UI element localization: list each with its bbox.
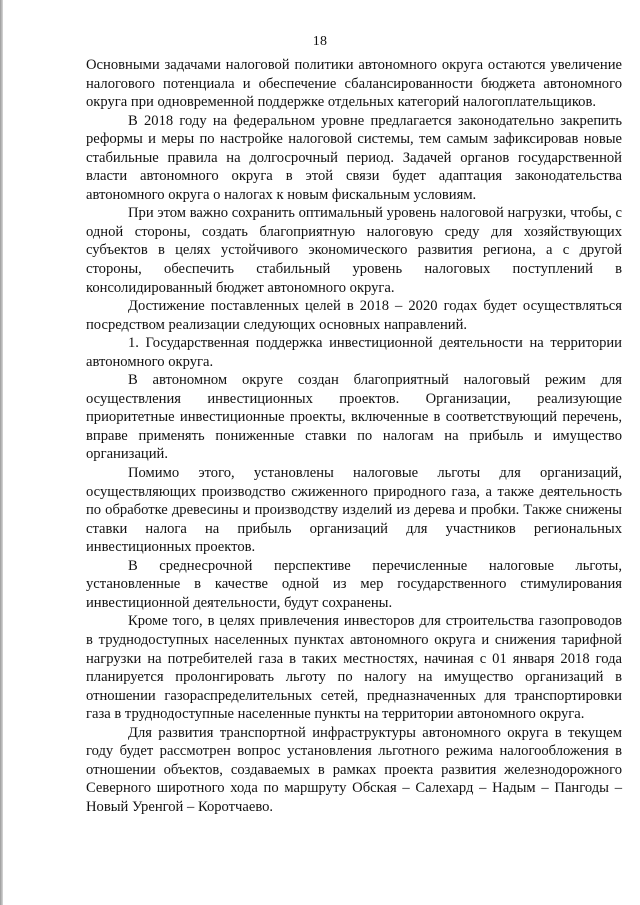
document-body	[86, 56, 622, 816]
section-heading-1: 1. Государственная поддержка инвестиционной деятельности на территории автономного округа.	[86, 335, 622, 370]
paragraph-6: В автономном округе создан благоприятный налоговый режим для осуществления инвестиционных проектов. Организации, реализующие приоритетные инвестиционные проекты, включенные в соответствующий перечень, вправе применять пониженные ставки по налогам на прибыль и имущество организаций.	[86, 372, 622, 463]
page-binding-edge	[0, 0, 3, 905]
paragraph-4: Достижение поставленных целей в 2018 – 2020 годах будет осуществляться посредством реализации следующих основных направлений.	[86, 298, 622, 333]
paragraph-9: Кроме того, в целях привлечения инвесторов для строительства газопроводов в труднодоступных населенных пунктах автономного округа и снижения тарифной нагрузки на потребителей газа в таких местностях, начиная с 01 января 2018 года планируется пролонгировать льготу по налогу на имущество организаций в отношении газораспределительных сетей, предназначенных для транспортировки газа в труднодоступные населенные пункты на территории автономного округа.	[86, 613, 622, 723]
paragraph-1: Основными задачами налоговой политики автономного округа остаются увеличение налогового потенциала и обеспечение сбалансированности бюджета автономного округа при одновременной поддержке отдельных категорий налогоплательщиков.	[86, 57, 622, 111]
paragraph-10: Для развития транспортной инфраструктуры автономного округа в текущем году будет рассмотрен вопрос установления льготного режима налогообложения в отношении объектов, создаваемых в рамках проекта развития железнодорожного Северного широтного хода по маршруту Обская – Салехард – Надым – Пангоды – Новый Уренгой – Коротчаево.	[86, 724, 622, 815]
paragraph-7: Помимо этого, установлены налоговые льготы для организаций, осуществляющих производство сжиженного природного газа, а также деятельность по обработке древесины и производству изделий из дерева и пробки. Также снижены ставки налога на прибыль организаций для участников региональных инвестиционных проектов.	[86, 465, 622, 556]
paragraph-3: При этом важно сохранить оптимальный уровень налоговой нагрузки, чтобы, с одной стороны, создать благоприятную налоговую среду для хозяйствующих субъектов в целях устойчивого экономического развития региона, а с другой стороны, обеспечить стабильный уровень налоговых поступлений в консолидированный бюджет автономного округа.	[86, 205, 622, 296]
paragraph-2: В 2018 году на федеральном уровне предлагается законодательно закрепить реформы и меры по настройке налоговой системы, тем самым зафиксировав новые стабильные правила на долгосрочный период. Задачей органов государственной власти автономного округа в этой связи будет адаптация законодательства автономного округа о налогах к новым фискальным условиям.	[86, 112, 622, 203]
paragraph-8: В среднесрочной перспективе перечисленные налоговые льготы, установленные в качестве одной из мер государственного стимулирования инвестиционной деятельности, будут сохранены.	[86, 557, 622, 611]
page-number: 18	[312, 34, 328, 49]
